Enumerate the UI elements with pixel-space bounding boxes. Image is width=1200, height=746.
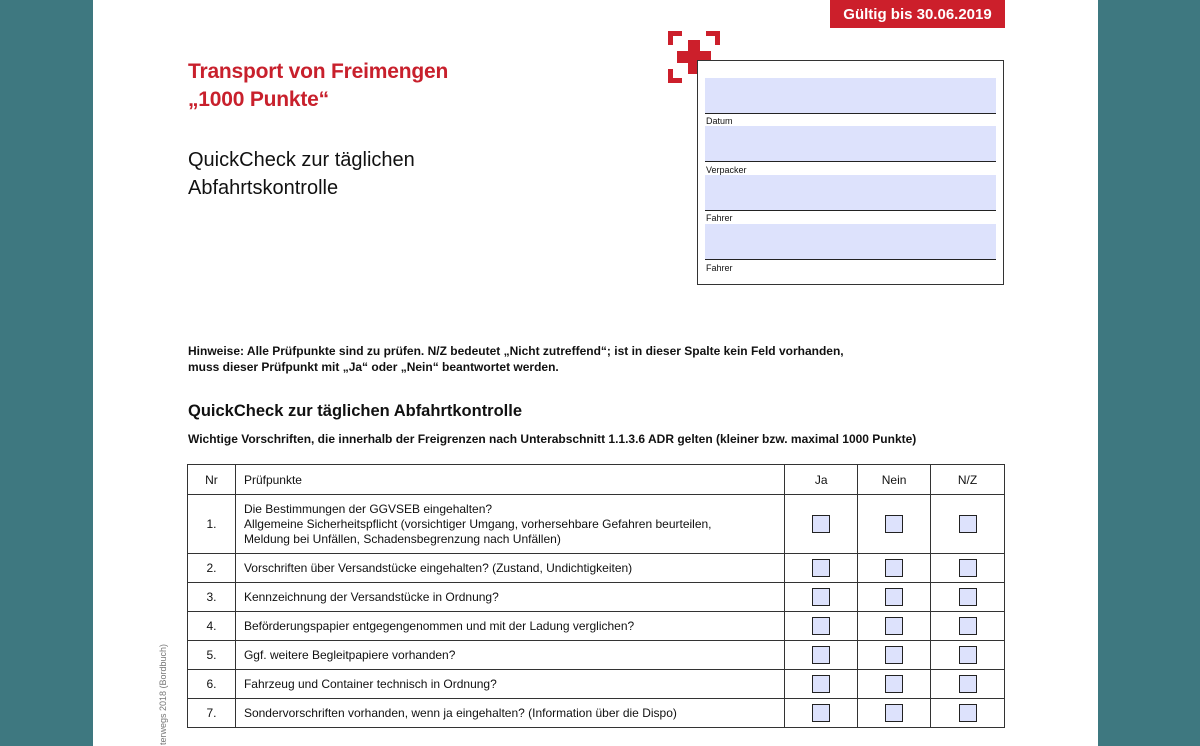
checkbox-yes[interactable] bbox=[812, 646, 830, 664]
header-yes: Ja bbox=[785, 465, 858, 495]
driver-field-1[interactable] bbox=[705, 175, 996, 211]
table-row bbox=[188, 670, 1005, 699]
table-row bbox=[188, 554, 1005, 583]
checkbox-yes[interactable] bbox=[812, 617, 830, 635]
subtitle-line-2: Abfahrtskontrolle bbox=[188, 177, 339, 199]
section-title: QuickCheck zur täglichen Abfahrtkontrolle bbox=[188, 402, 523, 420]
driver-field-2[interactable] bbox=[705, 224, 996, 260]
section-subtitle: Wichtige Vorschriften, die innerhalb der Freigrenzen nach Unterabschnitt 1.1.3.6 ADR gelten (kleiner bzw. maximal 1000 Punkte) bbox=[188, 432, 917, 446]
side-margin-text: terwegs 2018 (Bordbuch) bbox=[158, 643, 168, 745]
table-row bbox=[188, 495, 1005, 554]
row-nr: 6. bbox=[188, 670, 236, 699]
row-nr: 4. bbox=[188, 612, 236, 641]
checkbox-na[interactable] bbox=[959, 515, 977, 533]
checkbox-no[interactable] bbox=[885, 617, 903, 635]
title-line-1: Transport von Freimengen bbox=[188, 60, 449, 83]
checkbox-no[interactable] bbox=[885, 559, 903, 577]
row-text: Fahrzeug und Container technisch in Ordnung? bbox=[235, 670, 784, 699]
title-line-2: „1000 Punkte“ bbox=[188, 88, 329, 111]
table-row bbox=[188, 641, 1005, 670]
row-nr: 2. bbox=[188, 554, 236, 583]
checkbox-na[interactable] bbox=[959, 704, 977, 722]
table-row bbox=[188, 612, 1005, 641]
checkbox-yes[interactable] bbox=[812, 559, 830, 577]
signature-form bbox=[697, 60, 1004, 285]
packer-label: Verpacker bbox=[706, 165, 747, 175]
packer-field[interactable] bbox=[705, 126, 996, 162]
checkbox-na[interactable] bbox=[959, 675, 977, 693]
header-nr: Nr bbox=[188, 465, 236, 495]
driver-label-1: Fahrer bbox=[706, 213, 733, 223]
checkbox-na[interactable] bbox=[959, 559, 977, 577]
checkbox-na[interactable] bbox=[959, 588, 977, 606]
row-text-line: Die Bestimmungen der GGVSEB eingehalten? bbox=[243, 501, 493, 516]
hint-line-1: Hinweise: Alle Prüfpunkte sind zu prüfen. N/Z bedeutet „Nicht zutreffend“; ist in dieser Spalte kein Feld vorhanden, bbox=[188, 344, 844, 358]
checkbox-no[interactable] bbox=[885, 646, 903, 664]
table-row bbox=[188, 583, 1005, 612]
checkbox-no[interactable] bbox=[885, 515, 903, 533]
date-field[interactable] bbox=[705, 78, 996, 114]
checkbox-yes[interactable] bbox=[812, 704, 830, 722]
date-label: Datum bbox=[706, 116, 733, 126]
row-text-line: Allgemeine Sicherheitspflicht (vorsichtiger Umgang, vorhersehbare Gefahren beurteilen, bbox=[243, 516, 712, 531]
row-text-line: Meldung bei Unfällen, Schadensbegrenzung nach Unfällen) bbox=[243, 531, 561, 546]
row-nr: 5. bbox=[188, 641, 236, 670]
checkbox-no[interactable] bbox=[885, 704, 903, 722]
document-subtitle bbox=[188, 146, 415, 202]
checklist-table bbox=[187, 464, 1005, 728]
hint-text bbox=[188, 343, 968, 375]
document-title bbox=[188, 58, 448, 114]
checkbox-yes[interactable] bbox=[812, 675, 830, 693]
table-row bbox=[188, 699, 1005, 728]
checkbox-yes[interactable] bbox=[812, 515, 830, 533]
validity-badge: Gültig bis 30.06.2019 bbox=[830, 0, 1005, 28]
row-text: Vorschriften über Versandstücke eingehalten? (Zustand, Undichtigkeiten) bbox=[235, 554, 784, 583]
checkbox-yes[interactable] bbox=[812, 588, 830, 606]
row-nr: 3. bbox=[188, 583, 236, 612]
checkbox-na[interactable] bbox=[959, 617, 977, 635]
checkbox-no[interactable] bbox=[885, 588, 903, 606]
row-text bbox=[235, 495, 784, 554]
row-text: Ggf. weitere Begleitpapiere vorhanden? bbox=[235, 641, 784, 670]
row-text: Beförderungspapier entgegengenommen und mit der Ladung verglichen? bbox=[235, 612, 784, 641]
header-na: N/Z bbox=[931, 465, 1005, 495]
row-nr: 7. bbox=[188, 699, 236, 728]
row-text: Kennzeichnung der Versandstücke in Ordnung? bbox=[235, 583, 784, 612]
row-nr: 1. bbox=[188, 495, 236, 554]
header-no: Nein bbox=[858, 465, 931, 495]
subtitle-line-1: QuickCheck zur täglichen bbox=[188, 149, 415, 171]
checkbox-no[interactable] bbox=[885, 675, 903, 693]
table-header-row bbox=[188, 465, 1005, 495]
checkbox-na[interactable] bbox=[959, 646, 977, 664]
document-page bbox=[93, 0, 1098, 746]
hint-line-2: muss dieser Prüfpunkt mit „Ja“ oder „Nein“ beantwortet werden. bbox=[188, 360, 559, 374]
row-text: Sondervorschriften vorhanden, wenn ja eingehalten? (Information über die Dispo) bbox=[235, 699, 784, 728]
driver-label-2: Fahrer bbox=[706, 263, 733, 273]
header-item: Prüfpunkte bbox=[235, 465, 784, 495]
